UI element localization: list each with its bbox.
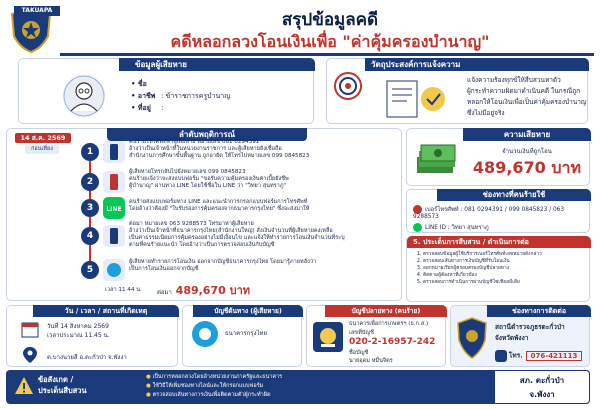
list-item: ● ตรวจสอบเส้นทางการเงินเพื่อติดตามตัวผู้กระทำผิด	[146, 391, 282, 400]
victim-address-row: • ที่อยู่ :	[131, 104, 164, 112]
channels-heading: ช่องทางที่คนร้ายใช้	[437, 189, 591, 201]
investigation-panel	[406, 236, 590, 302]
timeline-panel	[6, 128, 402, 301]
step-number: 5	[81, 261, 99, 279]
incident-time-place-panel	[6, 305, 178, 367]
list-item: 5. ตรวจสอบการดำเนินการผ่านบัญชีโซเชียลมีเดีย	[423, 279, 587, 286]
phone-call-icon	[103, 141, 125, 163]
avatar-icon	[63, 75, 105, 117]
objective-line-3: หลอกให้โอนเงินเพื่อเป็นค่าคุ้มครองบำนาญ	[467, 98, 587, 106]
investigation-list	[415, 251, 587, 286]
destination-account-heading: บัญชีปลายทาง (คนร้าย)	[325, 305, 447, 317]
footer-notes	[146, 373, 282, 400]
baac-logo-icon	[313, 322, 343, 352]
page-title: สรุปข้อมูลคดี	[281, 10, 379, 30]
victim-occupation-row: • อาชีพ : ข้าราชการครูบำนาญ	[131, 92, 231, 100]
objective-line-2: ผู้กระทำความผิดมาดำเนินคดี ในกรณีถูก	[467, 87, 581, 95]
line-app-icon	[413, 223, 422, 232]
step-text: คนร้ายส่งแบบฟอร์มทาง LINE และแนะนำการกรอกแบบฟอร์มการโทรศัพท์ โดยอ้างว่าต้องมี "ใบรับรองการคุ้มครองจากธนาคารกรุงไทย" ซึ่งจะส่งมาให้	[129, 199, 310, 212]
list-item: 1. ตรวจสอบข้อมูลผู้ใช้บริการเบอร์โทรศัพท์เลขหมายดังกล่าว	[423, 251, 587, 258]
dest-acct-label: เลขที่บัญชี	[349, 330, 374, 336]
dest-acct-number: 020-2-16957-242	[349, 337, 436, 347]
list-item: ● เป็นการหลอกลวงโดยอ้างหน่วยงานภาครัฐและธนาคาร	[146, 373, 282, 382]
loss-panel	[406, 128, 590, 186]
location-pin-icon	[21, 346, 39, 364]
step-number: 4	[81, 227, 99, 245]
channels-panel	[406, 189, 590, 233]
objective-line-4: ซึ่งไม่มีอยู่จริง	[467, 109, 505, 117]
contact-heading: ช่องทางการติดต่อ	[487, 305, 591, 317]
contact-province: จังหวัดพังงา	[495, 334, 529, 342]
loss-heading: ความเสียหาย	[463, 128, 591, 141]
money-icon	[413, 143, 459, 179]
police-badge-icon	[455, 316, 489, 360]
logo-text: TAKUAPA	[14, 6, 60, 16]
victim-account-panel	[182, 305, 302, 367]
list-item: 2. ตรวจสอบเส้นทางการเงินบัญชีที่รับโอนเงิน	[423, 258, 587, 265]
step-number: 2	[81, 173, 99, 191]
contact-phone: โทร. 076-421113	[495, 350, 582, 362]
phone-icon	[495, 350, 507, 362]
target-icon	[333, 71, 363, 101]
police-logo	[6, 4, 56, 54]
warning-icon	[14, 376, 34, 396]
phone-call-icon	[103, 225, 125, 247]
loss-label: จำนวนเงินที่ถูกโอน	[502, 148, 552, 155]
document-icon	[383, 77, 453, 121]
step-text: ผู้เสียหายโทรกลับไปยังหมายเลข 099 0845823 คนร้ายแจ้งว่าจะส่งแบบฟอร์ม "ขอรับความคุ้มครองเงินค่าเบี้ยยังชีพ ผู้บำนาญ" ผ่านทาง LINE โดยใช้ชื่อใน LINE ว่า "วิทยา สุนทราภู"	[129, 169, 289, 189]
krungthai-logo-icon	[191, 320, 219, 348]
incident-time: เวลาประมาณ 11.45 น.	[47, 332, 110, 339]
footer-warning-title: ข้อสังเกต / ประเด็นสืบสวน	[38, 375, 87, 395]
list-item: ● ใช้วิธีให้เพิ่มช่องทางไลน์และให้กรอกแบบฟอร์ม	[146, 382, 282, 391]
contact-station: สถานีตำรวจภูธรตะกั่วป่า	[495, 323, 565, 331]
timeline-date: 14 ส.ค. 2569	[15, 133, 71, 143]
footer-bar	[6, 370, 590, 404]
investigation-heading: 5. ประเด็นการสืบสวน / ดำเนินการต่อ	[407, 236, 591, 248]
victim-account-heading: บัญชีต้นทาง (ผู้เสียหาย)	[193, 305, 303, 317]
objective-heading: วัตถุประสงค์การแจ้งความ	[365, 58, 589, 71]
dest-name-label: ชื่อบัญชี	[349, 350, 369, 356]
incident-heading: วัน / เวลา / สถานที่เกิดเหตุ	[33, 305, 179, 317]
contact-panel	[450, 305, 590, 367]
incident-date: วันที่ 14 สิงหาคม 2569	[47, 323, 109, 330]
destination-account-panel	[306, 305, 446, 367]
line-app-icon	[103, 197, 125, 219]
dest-bank-name: ธนาคารเพื่อการเกษตรฯ (ธ.ก.ส.)	[349, 321, 429, 327]
objective-panel	[326, 58, 588, 124]
channel-line: LINE ID : วิทยา สุนทราภู	[413, 222, 489, 232]
victim-heading: ข้อมูลผู้เสียหาย	[119, 58, 315, 71]
footer-station: สภ. ตะกั่วป่า จ.พังงา	[494, 370, 590, 404]
phone-icon	[413, 205, 422, 214]
victim-panel	[18, 58, 314, 124]
calendar-icon	[21, 320, 39, 338]
step-text: ผู้เสียหายทำรายการโอนเงิน ออกจากบัญชีธนาคารกรุงไทย โดยมารู้ภายหลังว่า เป็นการโอนเงินออกจากบัญชี	[129, 259, 317, 272]
svg-text:LINE: LINE	[106, 206, 122, 213]
victim-name-row: • ชื่อ	[131, 80, 147, 88]
step-number: 3	[81, 199, 99, 217]
dest-account-name: นายอุดม หมื่นจิตร	[349, 358, 393, 364]
timeline-heading: ลำดับพฤติการณ์	[107, 128, 307, 141]
bank-app-icon	[103, 259, 125, 281]
objective-line-1: แจ้งความร้องทุกข์ให้สืบสวนหาตัว	[467, 76, 561, 84]
loss-amount: 489,670 บาท	[472, 158, 582, 177]
list-item: 3. ออกหมายเรียกผู้ครอบครองบัญชีปลายทาง	[423, 265, 587, 272]
incident-place: ต.บางนายสี อ.ตะกั่วป่า จ.พังงา	[47, 354, 127, 361]
list-item: 4. ติดตามผู้ต้องหาที่เกี่ยวข้อง	[423, 272, 587, 279]
page-subtitle: คดีหลอกลวงโอนเงินเพื่อ "ค่าคุ้มครองบำนาญ"	[170, 32, 490, 51]
step-text: คนร้ายโทรศัพท์หาผู้เสียหาย หมายเลข 081 0294391 อ้างว่าเป็นเจ้าหน้าที่ในหน่วยงานราชการ และผู้เสียหายยังเชื่อถือ สำนักงานการศึกษาขั้นพื้นฐาน ถูกอายัด ให้โทรไปหมายเลข 099 0845823	[129, 139, 310, 159]
step-text: ต่อมา หมายเลข 063 9288573 โทรมาหาผู้เสียหาย อ้างว่าเป็นเจ้าหน้าที่ธนาคารกรุงไทย(สำนักงานใหญ่) สั่งเงินจำนวนที่ผู้เสียหายคงเหลือ เป็นค่าธรรมเนียมการคุ้มครองอย่างไม่มีเงื่อนไข และแจ้งให้ทำรายการโอนเงินจำนวนที่ระบุ ตามที่คนร้ายแนะนำ โดยอ้างว่าเป็นการตรวจสอบเงินกับบัญชี	[129, 221, 345, 248]
header-divider	[60, 53, 594, 56]
step5-time: เวลา 11.44 น.	[105, 287, 142, 293]
channel-phone: เบอร์โทรศัพท์ : 081 0294391 / 099 0845823 / 063 9288573	[413, 207, 565, 220]
victim-bank-name: ธนาคารกรุงไทย	[225, 330, 268, 337]
step5-amount: ต่อมา 489,670 บาท	[157, 284, 251, 297]
phone-icon	[103, 171, 125, 193]
before-noon-label: ก่อนเที่ยง	[25, 145, 59, 154]
step-number: 1	[81, 143, 99, 161]
